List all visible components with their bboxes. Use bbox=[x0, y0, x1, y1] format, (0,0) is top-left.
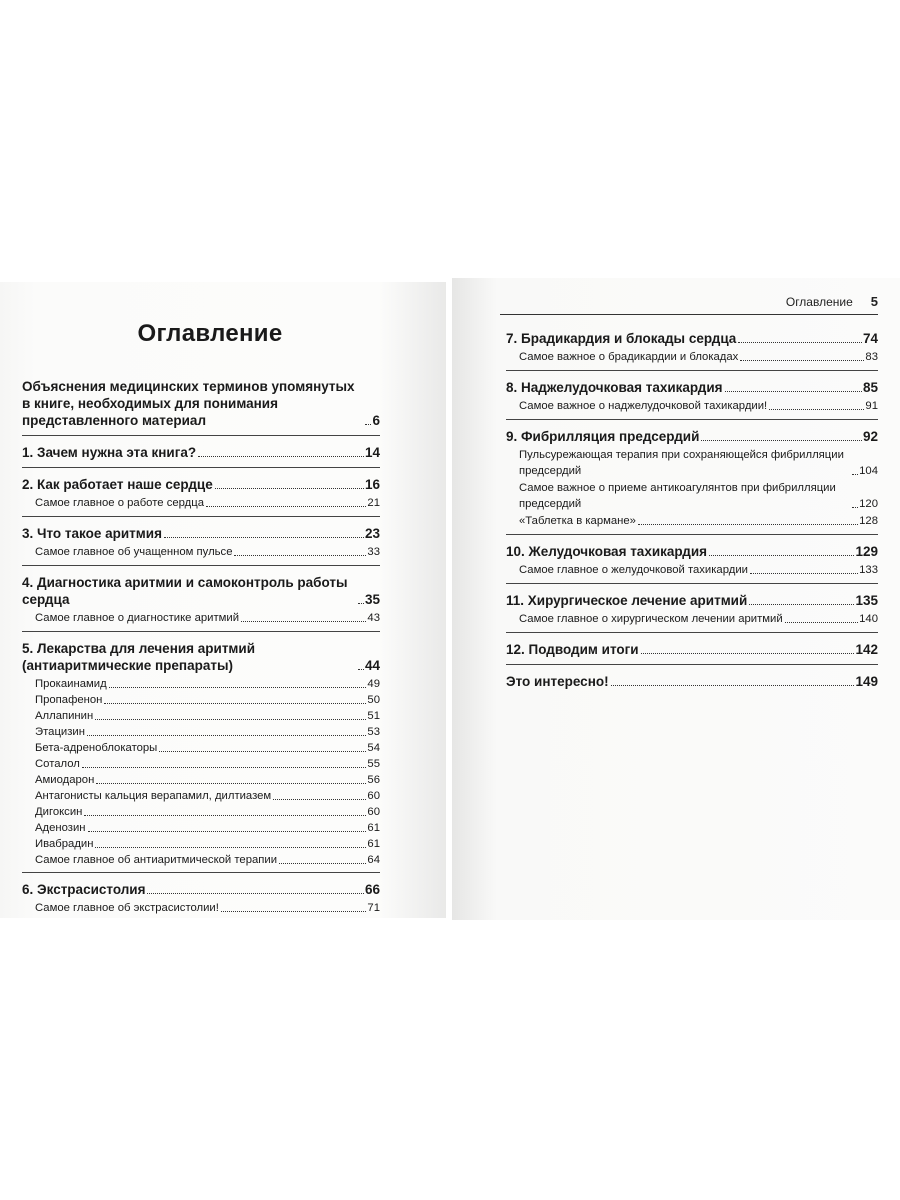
toc-entry-page: 44 bbox=[364, 658, 380, 673]
toc-left-list bbox=[22, 378, 380, 917]
toc-entry-title: 3. Что такое аритмия bbox=[22, 526, 162, 541]
toc-entry-title: 11. Хирургическое лечение аритмий bbox=[506, 593, 748, 608]
toc-right-list bbox=[506, 330, 878, 692]
toc-entry-title: Самое главное о хирургическом лечении аритмий bbox=[519, 613, 783, 625]
dot-leader bbox=[769, 409, 864, 410]
toc-entry-title: 1. Зачем нужна эта книга? bbox=[22, 445, 197, 460]
toc-entry-page: 43 bbox=[367, 612, 380, 624]
toc-entry-page: 85 bbox=[862, 380, 878, 395]
dot-leader bbox=[206, 506, 366, 507]
toc-entry-page: 71 bbox=[367, 902, 380, 914]
toc-entry-title: Антагонисты кальция верапамил, дилтиазем bbox=[35, 790, 272, 802]
toc-chapter-entry bbox=[506, 632, 878, 660]
toc-subentry bbox=[506, 562, 878, 579]
toc-entry-page: 91 bbox=[865, 400, 878, 412]
toc-entry-page: 14 bbox=[364, 445, 380, 460]
toc-subentry bbox=[22, 788, 380, 804]
dot-leader bbox=[725, 391, 862, 392]
dot-leader bbox=[147, 893, 363, 894]
dot-leader bbox=[852, 507, 858, 508]
dot-leader bbox=[611, 685, 855, 686]
toc-entry-title: Прокаинамид bbox=[35, 678, 107, 690]
toc-entry-title: Самое важное о брадикардии и блокадах bbox=[519, 351, 739, 363]
toc-entry-page: 64 bbox=[367, 854, 380, 866]
toc-entry-title: Соталол bbox=[35, 758, 80, 770]
toc-entry-title: 10. Желудочковая тахикардия bbox=[506, 544, 708, 559]
dot-leader bbox=[96, 783, 366, 784]
toc-entry-title: Это интересно! bbox=[506, 674, 609, 689]
toc-chapter-entry bbox=[22, 631, 380, 676]
left-page bbox=[0, 282, 446, 918]
toc-entry-title: «Таблетка в кармане» bbox=[519, 515, 636, 527]
dot-leader bbox=[740, 360, 864, 361]
toc-entry-page: 23 bbox=[364, 526, 380, 541]
toc-entry-page: 60 bbox=[367, 806, 380, 818]
toc-entry-title: Пропафенон bbox=[35, 694, 103, 706]
toc-entry-title: Ивабрадин bbox=[35, 838, 94, 850]
dot-leader bbox=[852, 474, 858, 475]
dot-leader bbox=[159, 751, 366, 752]
dot-leader bbox=[241, 621, 366, 622]
toc-entry-title: 6. Экстрасистолия bbox=[22, 882, 146, 897]
toc-entry-page: 53 bbox=[367, 726, 380, 738]
toc-entry-title: Этацизин bbox=[35, 726, 85, 738]
toc-chapter-entry bbox=[506, 370, 878, 398]
toc-subentry bbox=[22, 692, 380, 708]
toc-subentry bbox=[22, 900, 380, 917]
toc-entry-page: 35 bbox=[364, 592, 380, 607]
toc-subentry bbox=[22, 852, 380, 868]
toc-subentry bbox=[22, 724, 380, 740]
dot-leader bbox=[104, 703, 366, 704]
toc-subentry bbox=[22, 740, 380, 756]
toc-entry-page: 120 bbox=[859, 498, 878, 510]
toc-subentry bbox=[22, 756, 380, 772]
toc-entry-title: Самое главное об антиаритмической терапии bbox=[35, 854, 278, 866]
toc-entry-title: Самое главное об экстрасистолии! bbox=[35, 902, 219, 914]
dot-leader bbox=[279, 863, 366, 864]
toc-entry-page: 21 bbox=[367, 497, 380, 509]
toc-chapter-entry bbox=[22, 872, 380, 900]
toc-entry-page: 92 bbox=[862, 429, 878, 444]
toc-entry-title: 2. Как работает наше сердце bbox=[22, 477, 213, 492]
toc-entry-title: Самое важное о приеме антикоагулянтов при фибрилляции предсердий bbox=[519, 482, 836, 510]
right-page bbox=[452, 278, 900, 920]
toc-entry-page: 61 bbox=[367, 838, 380, 850]
toc-entry-page: 104 bbox=[859, 465, 878, 477]
toc-entry-title: Объяснения медицинских терминов упомянутых в книге, необходимых для понимания представленного материал bbox=[22, 379, 355, 428]
dot-leader bbox=[273, 799, 366, 800]
toc-chapter-entry bbox=[22, 565, 380, 610]
toc-entry-title: Пульсурежающая терапия при сохраняющейся фибрилляции предсердий bbox=[519, 449, 844, 477]
dot-leader bbox=[164, 537, 364, 538]
toc-entry-title: Амиодарон bbox=[35, 774, 95, 786]
toc-entry-page: 54 bbox=[367, 742, 380, 754]
toc-entry-page: 133 bbox=[859, 564, 878, 576]
toc-subentry bbox=[22, 495, 380, 512]
toc-entry-page: 49 bbox=[367, 678, 380, 690]
dot-leader bbox=[785, 622, 858, 623]
dot-leader bbox=[95, 719, 366, 720]
toc-entry-title: Бета-адреноблокаторы bbox=[35, 742, 158, 754]
toc-chapter-entry bbox=[506, 330, 878, 349]
dot-leader bbox=[701, 440, 862, 441]
toc-title: Оглавление bbox=[137, 320, 283, 347]
toc-entry-title: Самое важное о наджелудочковой тахикардии! bbox=[519, 400, 768, 412]
toc-entry-title: Аллапинин bbox=[35, 710, 94, 722]
dot-leader bbox=[358, 669, 364, 670]
toc-subentry bbox=[22, 836, 380, 852]
dot-leader bbox=[234, 555, 366, 556]
toc-entry-page: 55 bbox=[367, 758, 380, 770]
toc-chapter-entry bbox=[506, 583, 878, 611]
dot-leader bbox=[709, 555, 854, 556]
page-number: 5 bbox=[870, 294, 878, 309]
toc-entry-page: 149 bbox=[855, 674, 878, 689]
toc-entry-title: 12. Подводим итоги bbox=[506, 642, 639, 657]
toc-entry-title: Самое главное о работе сердца bbox=[35, 497, 204, 509]
toc-chapter-entry bbox=[22, 435, 380, 463]
dot-leader bbox=[365, 424, 371, 425]
dot-leader bbox=[109, 687, 367, 688]
toc-entry-page: 56 bbox=[367, 774, 380, 786]
running-head-title: Оглавление bbox=[785, 295, 853, 309]
dot-leader bbox=[82, 767, 367, 768]
toc-subentry bbox=[506, 349, 878, 366]
toc-subentry bbox=[22, 708, 380, 724]
toc-entry-page: 83 bbox=[865, 351, 878, 363]
toc-chapter-entry bbox=[506, 664, 878, 692]
toc-entry-title: 5. Лекарства для лечения аритмий (антиаритмические препараты) bbox=[22, 641, 256, 673]
toc-chapter-entry bbox=[506, 534, 878, 562]
toc-entry-title: 8. Наджелудочковая тахикардия bbox=[506, 380, 723, 395]
toc-subentry bbox=[506, 398, 878, 415]
toc-subentry bbox=[506, 480, 878, 513]
toc-entry-title: Самое главное о диагностике аритмий bbox=[35, 612, 240, 624]
dot-leader bbox=[88, 831, 367, 832]
toc-subentry bbox=[22, 544, 380, 561]
dot-leader bbox=[221, 911, 367, 912]
dot-leader bbox=[638, 524, 858, 525]
toc-entry-title: Аденозин bbox=[35, 822, 86, 834]
toc-entry-page: 66 bbox=[364, 882, 380, 897]
dot-leader bbox=[749, 604, 854, 605]
toc-entry-page: 16 bbox=[364, 477, 380, 492]
toc-subentry bbox=[22, 772, 380, 788]
toc-entry-page: 140 bbox=[859, 613, 878, 625]
dot-leader bbox=[95, 847, 366, 848]
toc-entry-title: Самое главное о желудочковой тахикардии bbox=[519, 564, 748, 576]
toc-entry-page: 128 bbox=[859, 515, 878, 527]
toc-chapter-entry bbox=[22, 516, 380, 544]
toc-subentry bbox=[506, 447, 878, 480]
toc-entry-title: Дигоксин bbox=[35, 806, 83, 818]
toc-entry-page: 51 bbox=[367, 710, 380, 722]
toc-subentry bbox=[22, 804, 380, 820]
toc-entry-page: 33 bbox=[367, 546, 380, 558]
toc-entry-title: 4. Диагностика аритмии и самоконтроль работы сердца bbox=[22, 575, 348, 607]
toc-entry-title: 9. Фибрилляция предсердий bbox=[506, 429, 700, 444]
toc-subentry bbox=[506, 513, 878, 530]
dot-leader bbox=[215, 488, 364, 489]
toc-entry-page: 61 bbox=[367, 822, 380, 834]
toc-subentry bbox=[22, 820, 380, 836]
toc-subentry bbox=[22, 610, 380, 627]
toc-entry-page: 50 bbox=[367, 694, 380, 706]
header-rule bbox=[500, 314, 878, 315]
dot-leader bbox=[738, 342, 862, 343]
toc-entry-page: 60 bbox=[367, 790, 380, 802]
dot-leader bbox=[198, 456, 364, 457]
toc-entry-title: Самое главное об учащенном пульсе bbox=[35, 546, 233, 558]
dot-leader bbox=[358, 603, 364, 604]
dot-leader bbox=[641, 653, 855, 654]
toc-entry-page: 135 bbox=[855, 593, 878, 608]
dot-leader bbox=[750, 573, 858, 574]
toc-chapter-entry bbox=[506, 419, 878, 447]
running-head bbox=[786, 294, 878, 309]
toc-entry-page: 74 bbox=[862, 331, 878, 346]
toc-entry-page: 129 bbox=[855, 544, 878, 559]
toc-entry-page: 142 bbox=[855, 642, 878, 657]
toc-subentry bbox=[22, 676, 380, 692]
dot-leader bbox=[87, 735, 366, 736]
toc-chapter-entry bbox=[22, 378, 380, 431]
toc-entry-title: 7. Брадикардия и блокады сердца bbox=[506, 331, 737, 346]
toc-subentry bbox=[506, 611, 878, 628]
toc-chapter-entry bbox=[22, 467, 380, 495]
toc-entry-page: 6 bbox=[372, 413, 380, 428]
dot-leader bbox=[84, 815, 366, 816]
